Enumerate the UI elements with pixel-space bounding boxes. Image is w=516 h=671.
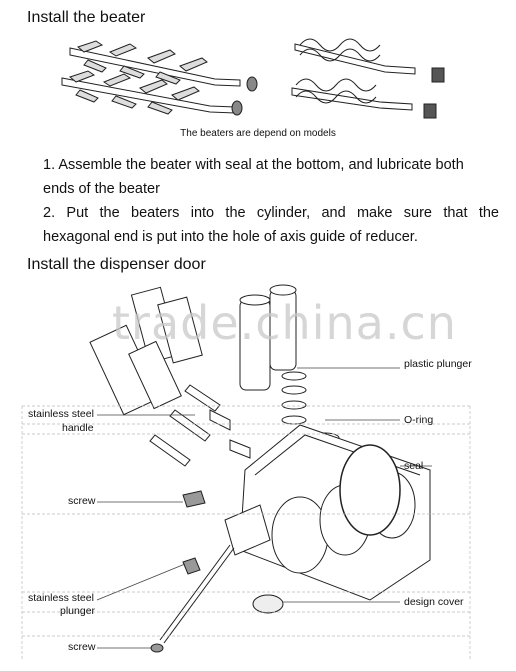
screw-shapes bbox=[183, 491, 205, 574]
step-1-line-1: 1. Assemble the beater with seal at the bottom, and lubricate both bbox=[43, 157, 464, 173]
label-screw-2: screw bbox=[68, 641, 96, 653]
label-design-cover: design cover bbox=[404, 596, 464, 608]
design-cover-shape bbox=[253, 595, 283, 613]
label-stainless-plunger-2: plunger bbox=[60, 605, 96, 617]
label-stainless-handle-2: handle bbox=[62, 422, 94, 434]
label-seal: seal bbox=[404, 460, 424, 472]
label-stainless-handle-1: stainless steel bbox=[28, 408, 94, 420]
label-screw-1: screw bbox=[68, 495, 96, 507]
beater-caption: The beaters are depend on models bbox=[180, 128, 336, 139]
step-2-line-2: hexagonal end is put into the hole of axis guide of reducer. bbox=[43, 229, 418, 245]
step-2-line-1: 2. Put the beaters into the cylinder, and make sure that the bbox=[43, 205, 499, 221]
leader-plunger bbox=[97, 564, 185, 600]
section-title-door: Install the dispenser door bbox=[27, 256, 206, 273]
door-body bbox=[225, 425, 430, 600]
section-title-beater: Install the beater bbox=[27, 9, 146, 26]
watermark: trade.china.cn bbox=[112, 296, 457, 350]
step-1-line-2: ends of the beater bbox=[43, 181, 160, 197]
label-plastic-plunger: plastic plunger bbox=[404, 358, 472, 370]
label-o-ring: O-ring bbox=[404, 414, 434, 426]
label-stainless-plunger-1: stainless steel bbox=[28, 592, 94, 604]
